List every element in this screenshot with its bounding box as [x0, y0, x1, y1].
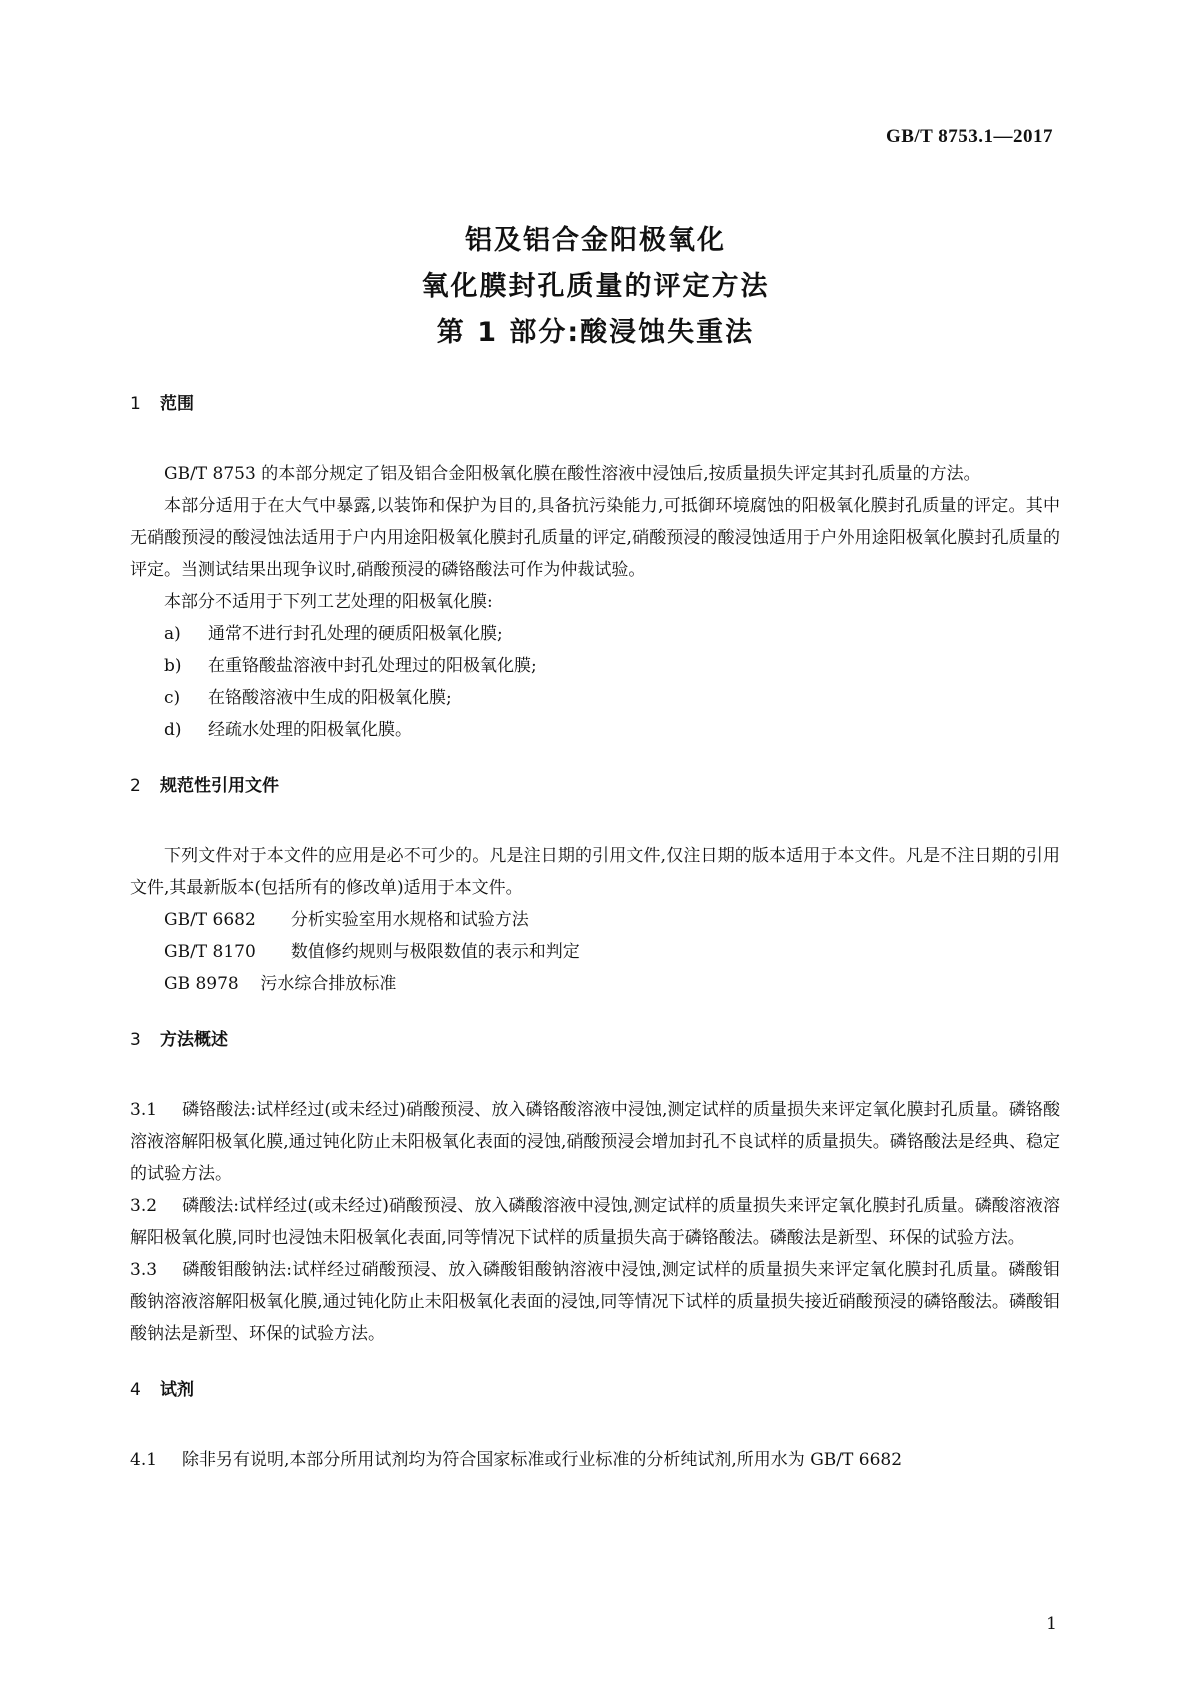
document-title — [0, 218, 1191, 356]
list-marker: a) — [164, 624, 181, 644]
reference-title: 污水综合排放标准 — [260, 974, 397, 994]
standard-code: GB/T 8753.1—2017 — [885, 126, 1053, 147]
section-number: 1 — [130, 394, 141, 414]
clause — [130, 1254, 1060, 1350]
list-marker: c) — [164, 688, 181, 708]
clause-number: 3.1 — [130, 1100, 158, 1120]
paragraph: GB/T 8753 的本部分规定了铝及铝合金阳极氧化膜在酸性溶液中浸蚀后,按质量损失评定其封孔质量的方法。 — [164, 464, 981, 484]
list-marker: b) — [164, 656, 182, 676]
list-text: 在重铬酸盐溶液中封孔处理过的阳极氧化膜; — [208, 656, 537, 676]
section-number: 4 — [130, 1380, 141, 1400]
clause-number: 3.2 — [130, 1196, 158, 1216]
clause-text: 磷酸法:试样经过(或未经过)硝酸预浸、放入磷酸溶液中浸蚀,测定试样的质量损失来评定氧化膜封孔质量。磷酸溶液溶解阳极氧化膜,同时也浸蚀未阳极氧化表面,同等情况下试样的质量损失高于磷铬酸法。磷酸法是新型、环保的试验方法。 — [130, 1196, 1060, 1248]
reference-code: GB 8978 — [164, 974, 239, 994]
list-item — [130, 650, 1060, 682]
section-4-heading — [130, 1374, 1060, 1406]
page-number: 1 — [1046, 1614, 1057, 1634]
reference-item — [130, 968, 1060, 1000]
clause — [130, 1190, 1060, 1254]
title-line-1: 铝及铝合金阳极氧化 — [465, 225, 726, 256]
clause-number: 4.1 — [130, 1450, 158, 1470]
reference-item — [130, 936, 1060, 968]
section-title: 范围 — [160, 394, 194, 414]
list-marker: d) — [164, 720, 182, 740]
reference-item — [130, 904, 1060, 936]
section-3-heading — [130, 1024, 1060, 1056]
section-title: 方法概述 — [160, 1030, 228, 1050]
list-text: 在铬酸溶液中生成的阳极氧化膜; — [208, 688, 452, 708]
list-item — [130, 618, 1060, 650]
section-number: 3 — [130, 1030, 141, 1050]
section-title: 试剂 — [160, 1380, 194, 1400]
document-body — [130, 388, 1060, 1476]
section-title: 规范性引用文件 — [160, 776, 279, 796]
clause — [130, 1444, 1060, 1476]
list-item — [130, 682, 1060, 714]
reference-title: 分析实验室用水规格和试验方法 — [290, 910, 529, 930]
section-number: 2 — [130, 776, 141, 796]
paragraph: 本部分适用于在大气中暴露,以装饰和保护为目的,具备抗污染能力,可抵御环境腐蚀的阳极氧化膜封孔质量的评定。其中无硝酸预浸的酸浸蚀法适用于户内用途阳极氧化膜封孔质量的评定,硝酸预浸的酸浸蚀适用于户外用途阳极氧化膜封孔质量的评定。当测试结果出现争议时,硝酸预浸的磷铬酸法可作为仲裁试验。 — [130, 496, 1060, 580]
section-1-heading — [130, 388, 1060, 420]
clause — [130, 1094, 1060, 1190]
section-2-heading — [130, 770, 1060, 802]
reference-title: 数值修约规则与极限数值的表示和判定 — [290, 942, 580, 962]
clause-text: 磷酸钼酸钠法:试样经过硝酸预浸、放入磷酸钼酸钠溶液中浸蚀,测定试样的质量损失来评定氧化膜封孔质量。磷酸钼酸钠溶液溶解阳极氧化膜,通过钝化防止未阳极氧化表面的浸蚀,同等情况下试样的质量损失接近硝酸预浸的磷铬酸法。磷酸钼酸钠法是新型、环保的试验方法。 — [130, 1260, 1060, 1344]
list-text: 经疏水处理的阳极氧化膜。 — [208, 720, 412, 740]
clause-number: 3.3 — [130, 1260, 158, 1280]
reference-code: GB/T 6682 — [164, 910, 256, 930]
title-line-3: 第 1 部分:酸浸蚀失重法 — [436, 317, 755, 348]
title-line-2: 氧化膜封孔质量的评定方法 — [421, 271, 770, 302]
list-item — [130, 714, 1060, 746]
clause-text: 磷铬酸法:试样经过(或未经过)硝酸预浸、放入磷铬酸溶液中浸蚀,测定试样的质量损失来评定氧化膜封孔质量。磷铬酸溶液溶解阳极氧化膜,通过钝化防止未阳极氧化表面的浸蚀,硝酸预浸会增加封孔不良试样的质量损失。磷铬酸法是经典、稳定的试验方法。 — [130, 1100, 1060, 1184]
paragraph: 下列文件对于本文件的应用是必不可少的。凡是注日期的引用文件,仅注日期的版本适用于本文件。凡是不注日期的引用文件,其最新版本(包括所有的修改单)适用于本文件。 — [130, 846, 1060, 898]
clause-text: 除非另有说明,本部分所用试剂均为符合国家标准或行业标准的分析纯试剂,所用水为 GB/T 6682 — [182, 1450, 903, 1470]
paragraph: 本部分不适用于下列工艺处理的阳极氧化膜: — [164, 592, 493, 612]
reference-code: GB/T 8170 — [164, 942, 256, 962]
list-text: 通常不进行封孔处理的硬质阳极氧化膜; — [208, 624, 503, 644]
